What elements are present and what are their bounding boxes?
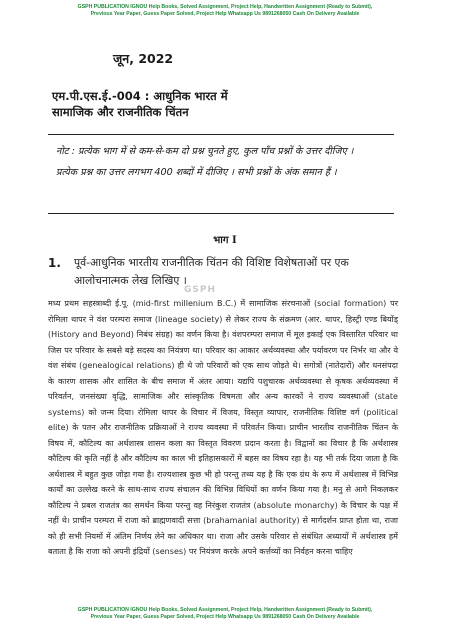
question-number: 1. [48, 256, 61, 270]
instructions-box [48, 134, 394, 214]
page-header [0, 4, 450, 18]
answer-body: मध्य प्रथम सहस्त्राब्दी ई.पू. (mid-first millenium B.C.) में सामाजिक संरचनाओं (social formation) पर रोमिला थापर ने वंश परम्परा समाज (lineage society) से लेकर राज्य के संक्रमण (आर. थापर, हिस्ट्री एण्ड बियोंड् (History and Beyond) निबंध संग्रह) का वर्णन किया है। वंशपरम्परा समाज में मूल इकाई एक विस्तारित परिवार था जिस पर परिवार के सबसे बड़े सदस्य का नियंत्रण था। परिवार का आकार अर्थव्यवस्था और पर्यावरण पर निर्भर था और ये वंश संबंध (genealogical relations) ही थे जो परिवारों को एक साथ जोड़ते थे। सगोत्रों (नातेदारों) और धनसंपदा के कारण शासक और शासित के बीच समाज में अंतर आया। यद्यपि पशुचारक अर्थव्यवस्था से कृषक अर्थव्यवस्था में परिवर्तन, जनसंख्या वृद्धि, सामाजिक और सांस्कृतिक विषमता और अन्य कारकों ने राज्य व्यवस्थाओं (state systems) को जन्म दिया। रोमिला थापर के विचार में विजय, विस्तृत व्यापार, राजनीतिक विशिष्ट वर्ग (political elite) के पतन और राजनीतिक प्रक्रियाओं ने राज्य व्यवस्था में परिवर्तन किया। प्राचीन भारतीय राजनीतिक चिंतन के विषय में, कौटिल्य का अर्थशास्त्र शासन कला का विस्तृत विवरण प्रदान करता है। विद्वानों का विचार है कि अर्थशास्त्र कौटिल्य की कृति नहीं है और कौटिल्य का काल भी इतिहासकारों में बहस का विषय रहा है। यह भी तर्क दिया जाता है कि अर्थशास्त्र में बहुत कुछ जोड़ा गया है। राज्यशास्त्र कुछ भी हो परन्तु तथ्य यह है कि एक ग्रंथ के रूप में अर्थशास्त्र में विभिन्न कार्यों का उल्लेख करने के साथ-साथ राज्य संचालन की विभिन्न विधियों का वर्णन किया गया है। मनु से आगे निकलकर कौटिल्य ने प्रबल राजतंत्र का समर्थन किया परन्तु वह निरंकुश राजतंत्र (absolute monarchy) के विचार के पक्ष में नहीं थे। प्राचीन परम्परा में राजा को ब्राह्मणवादी सत्ता (brahamanial authority) से मार्गदर्शन प्राप्त होता था, राजा को ही सभी नियमों में अंतिम निर्णय लेने का अधिकार था। राजा और उसके परिवार से संबंधित अध्यायों में अर्थशास्त्र हमें बताता है कि राजा को अपनी इंद्रियों (senses) पर नियंत्रण करके अपने कर्त्तव्यों का निर्वहन करना चाहिए [48, 299, 398, 556]
question-text: पूर्व-आधुनिक भारतीय राजनीतिक चिंतन की विशिष्ट विशेषताओं पर एक आलोचनात्मक लेख लिखिए । [74, 256, 349, 287]
footer-line-2: Previous Year Paper, Guess Paper Solved, Project Help Whatsapp Us 9891268050 Cash On Delivery Available [90, 614, 360, 620]
instructions-text: नोट : प्रत्येक भाग में से कम-से-कम दो प्रश्न चुनते हुए, कुल पाँच प्रश्नों के उत्तर दीजिए । प्रत्येक प्रश्न का उत्तर लगभग 400 शब्दों में दीजिए । सभी प्रश्नों के अंक समान हैं । [56, 146, 354, 178]
paper-title-line-2: सामाजिक और राजनीतिक चिंतन [52, 105, 189, 119]
section-heading: भाग I [213, 235, 237, 246]
exam-date: जून, 2022 [113, 51, 174, 66]
header-line-2: Previous Year Paper, Guess Paper Solved, Project Help Whatsapp Us 9891268050 Cash On Delivery Available [90, 11, 360, 17]
footer-line-1: GSPH PUBLICATION IGNOU Help Books, Solved Assignment, Project Help, Handwritten Assignment (Ready to Submit), [77, 607, 373, 613]
paper-title [52, 88, 382, 120]
header-line-1: GSPH PUBLICATION IGNOU Help Books, Solved Assignment, Project Help, Handwritten Assignment (Ready to Submit), [77, 4, 373, 10]
watermark: GSPH [184, 285, 216, 295]
page-footer [0, 607, 450, 621]
paper-title-line-1: एम.पी.एस.ई.-004 : आधुनिक भारत में [52, 89, 228, 103]
